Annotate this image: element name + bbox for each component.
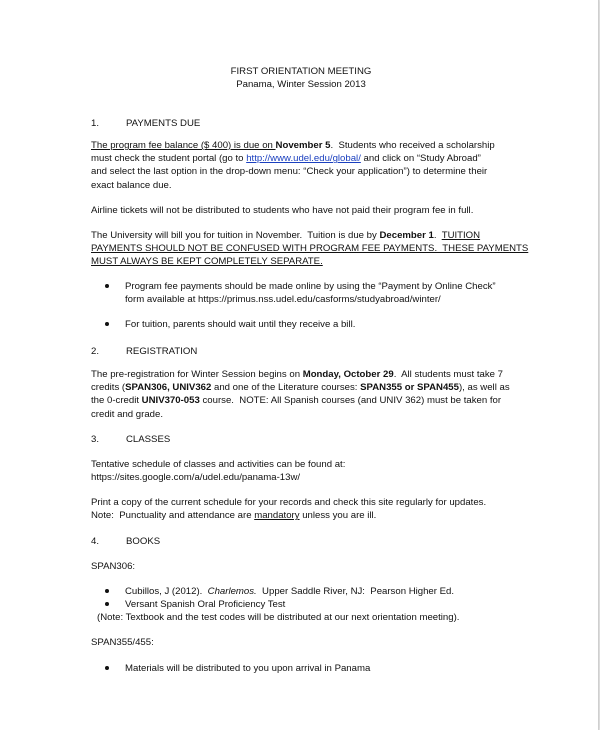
section-heading-classes xyxy=(91,433,511,446)
bullet-icon xyxy=(104,662,112,670)
registration-paragraph: The pre-registration for Winter Session begins on Monday, October 29. All students must take 7 credits (SPAN306, UNIV362 and one of the Literature courses: SPAN355 or SPAN455), as well as the 0-credit UNIV370-053 course. NOTE: All Spanish courses (and UNIV 362) must be taken for credit and grade. xyxy=(91,369,510,420)
tuition-date: December 1 xyxy=(379,230,434,241)
classes-paragraph-1: Tentative schedule of classes and activities can be found at: https://sites.google.com/a/udel.edu/panama-13w/ xyxy=(91,458,511,484)
due-date: November 5 xyxy=(275,140,331,151)
span306-label: SPAN306: xyxy=(91,561,136,572)
payments-paragraph-3: The University will bill you for tuition in November. Tuition is due by December 1. TUITION PAYMENTS SHOULD NOT BE CONFUSED WITH PROGRAM FEE PAYMENTS. THESE PAYMENTS MUST ALWAYS BE KEPT COMPLETELY SEPARATE. xyxy=(91,230,529,268)
bullet-icon xyxy=(104,585,112,593)
payments-paragraph-1: The program fee balance ($ 400) is due on November 5. Students who received a scholarship must check the student portal (go to http://www.udel.edu/global/ and click on “Study Abroad” and select the last option in the drop-down menu: “Check your application”) to determine their exact balance due. xyxy=(91,140,495,191)
payments-paragraph-2: Airline tickets will not be distributed to students who have not paid their program fee in full. xyxy=(91,205,474,216)
section-title: CLASSES xyxy=(126,434,171,445)
span355-label: SPAN355/455: xyxy=(91,637,154,648)
title-line-1: FIRST ORIENTATION MEETING xyxy=(230,66,372,77)
section-number: 3. xyxy=(91,434,100,445)
book-title: Charlemos. xyxy=(207,586,257,597)
schedule-url: https://sites.google.com/a/udel.edu/panama-13w/ xyxy=(91,472,301,484)
span306-note: (Note: Textbook and the test codes will be distributed at our next orientation meeting). xyxy=(97,612,460,623)
section-number: 1. xyxy=(91,118,100,129)
global-link[interactable]: http://www.udel.edu/global/ xyxy=(246,153,361,165)
section-heading-books xyxy=(91,535,511,548)
section-title: REGISTRATION xyxy=(126,346,198,357)
bullet-icon xyxy=(104,598,112,606)
section-heading-payments xyxy=(91,117,511,130)
document-title xyxy=(91,65,511,91)
section-number: 4. xyxy=(91,536,100,547)
classes-paragraph-2: Print a copy of the current schedule for your records and check this site regularly for updates. Note: Punctuality and attendance are mandatory unless you are ill. xyxy=(91,497,487,522)
section-title: PAYMENTS DUE xyxy=(126,118,201,129)
document-page: FIRST ORIENTATION MEETING Panama, Winter Session 2013 1. PAYMENTS DUE The program fee balance ($ 400) is due on November 5. Students who received a scholarship must check the student portal (go to http://www.udel.edu/global/ and click on “Study Abroad” and select the last option in the drop-down menu: “Check your application”) to determine their exact balance due. Airline tickets will not be distributed to students who have not paid their program fee in full. The University will bill you for tuition in November. Tuition is due by December 1. TUITION PAYMENTS SHOULD NOT BE CONFUSED WITH PROGRAM FEE PAYMENTS. THESE PAYMENTS MUST ALWAYS BE KEPT COMPLETELY SEPARATE. Program fee payments should be made online by using the “Payment by Online Check” form available at https://primus.nss.udel.edu/casforms/studyabroad/winter/ For tuition, parents should wait until they receive a bill. 2. REGISTRATION The pre-registration for Winter Session begins on Monday, October 29. All students must take 7 credits (SPAN306, UNIV362 and one of the Literature courses: SPAN355 or SPAN455), as well as the 0-credit UNIV370-053 course. NOTE: All Spanish courses (and UNIV 362) must be taken for credit and grade. 3. CLASSES Tentative schedule of classes and activities can be found at: https://sites.google.com/a/udel.edu/panama-13w/ Print a copy of the current schedule for your records and check this site regularly for updates. Note: Punctuality and attendance are mandatory unless you are ill. 4. BOOKS SPAN306: Cubillos, J (2012). Charlemos. Upper Saddle River, NJ: Pearson Higher Ed. Versant Spanish Oral Proficiency Test (Note: Textbook and the test codes will be distributed at our next orientation meeting). SPAN355/455: Materials will be distributed to you upon arrival in Panama xyxy=(0,0,599,730)
section-heading-registration xyxy=(91,345,511,358)
section-title: BOOKS xyxy=(126,536,161,547)
bullet-icon xyxy=(104,280,112,288)
title-line-2: Panama, Winter Session 2013 xyxy=(236,79,366,91)
bullet-icon xyxy=(104,318,112,326)
section-number: 2. xyxy=(91,346,100,357)
